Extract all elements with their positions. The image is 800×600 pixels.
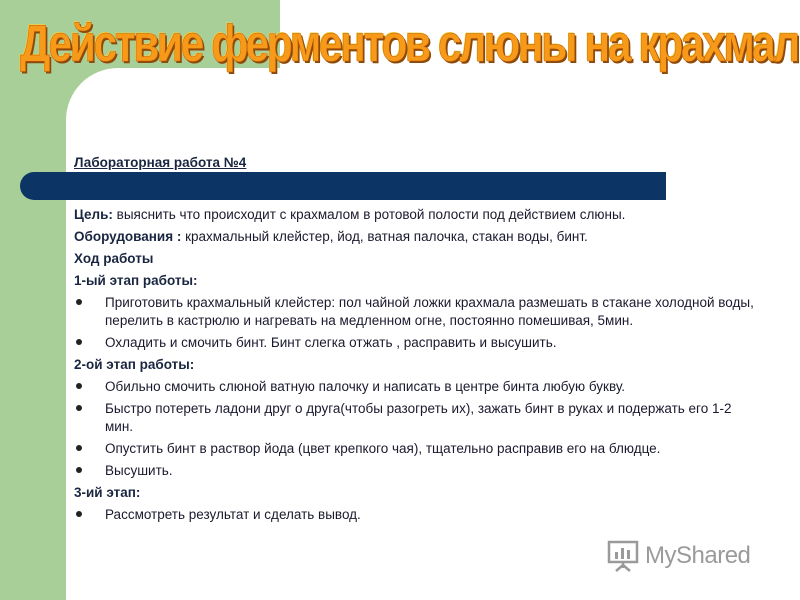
procedure-heading: Ход работы bbox=[74, 251, 154, 266]
list-item bbox=[74, 440, 754, 458]
goal-line bbox=[74, 206, 754, 224]
stage-2-title: 2-ой этап работы: bbox=[74, 357, 195, 372]
list-item bbox=[74, 378, 754, 396]
slide-title: Действие ферментов слюны на крахмал bbox=[20, 15, 798, 73]
list-item bbox=[74, 294, 754, 330]
list-item-text: Обильно смочить слюной ватную палочку и написать в центре бинта любую букву. bbox=[105, 379, 625, 394]
bullet-icon bbox=[76, 299, 82, 305]
list-item-text: Рассмотреть результат и сделать вывод. bbox=[105, 507, 361, 522]
equipment-line bbox=[74, 228, 754, 246]
bullet-icon bbox=[76, 467, 82, 473]
list-item bbox=[74, 506, 754, 524]
stage-1-title: 1-ый этап работы: bbox=[74, 273, 198, 288]
stage-3-list bbox=[74, 506, 754, 524]
presentation-board-icon bbox=[607, 539, 639, 573]
equipment-text: крахмальный клейстер, йод, ватная палочка, стакан воды, бинт. bbox=[181, 229, 588, 244]
list-item bbox=[74, 400, 754, 436]
list-item bbox=[74, 462, 754, 480]
list-item bbox=[74, 334, 754, 352]
bullet-icon bbox=[76, 445, 82, 451]
lab-title: Лабораторная работа №4 bbox=[74, 155, 247, 170]
list-item-text: Опустить бинт в раствор йода (цвет крепкого чая), тщательно расправив его на блюдце. bbox=[105, 441, 661, 456]
bullet-icon bbox=[76, 511, 82, 517]
watermark-text: MyShared bbox=[645, 542, 751, 569]
stage-2-list bbox=[74, 378, 754, 480]
goal-label: Цель: bbox=[74, 207, 113, 222]
list-item-text: Быстро потереть ладони друг о друга(чтобы разогреть их), зажать бинт в руках и подержать его 1-2 мин. bbox=[105, 401, 732, 434]
stage-1-list bbox=[74, 294, 754, 352]
stage-3-title: 3-ий этап: bbox=[74, 485, 141, 500]
bullet-icon bbox=[76, 383, 82, 389]
bullet-icon bbox=[76, 405, 82, 411]
list-item-text: Охладить и смочить бинт. Бинт слегка отжать , расправить и высушить. bbox=[105, 335, 557, 350]
list-item-text: Высушить. bbox=[105, 463, 173, 478]
goal-text: выяснить что происходит с крахмалом в ротовой полости под действием слюны. bbox=[112, 207, 626, 222]
bullet-icon bbox=[76, 339, 82, 345]
slide-body bbox=[74, 154, 754, 528]
equipment-label: Оборудования : bbox=[74, 229, 182, 244]
list-item-text: Приготовить крахмальный клейстер: пол чайной ложки крахмала размешать в стакане холодной воды, перелить в кастрюлю и нагревать на медленном огне, постоянно помешивая, 5мин. bbox=[105, 295, 754, 328]
myshared-watermark bbox=[607, 536, 787, 576]
